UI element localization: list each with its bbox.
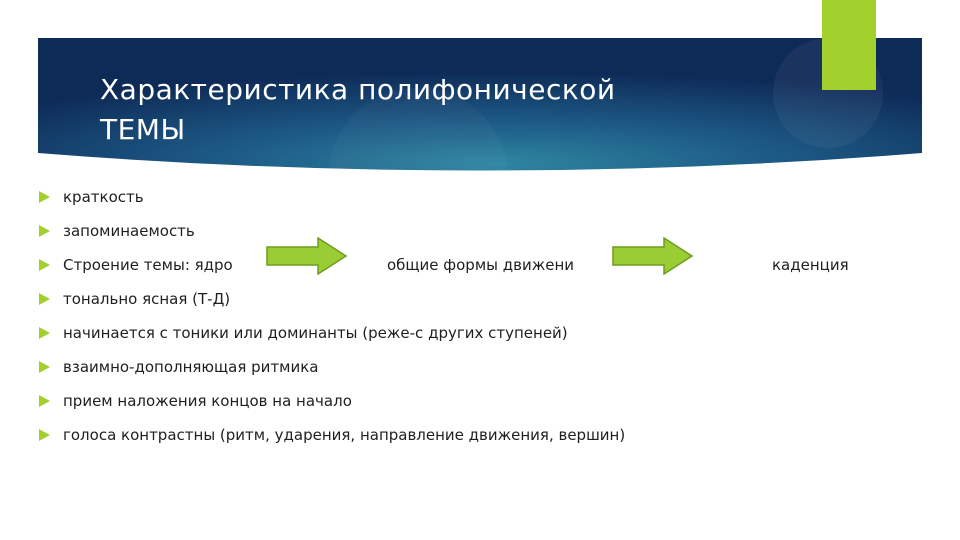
list-item — [38, 350, 918, 384]
bullet-text: краткость — [63, 188, 144, 206]
bullet-list — [38, 180, 918, 452]
triangle-bullet-icon — [39, 293, 50, 305]
bullet-text: прием наложения концов на начало — [63, 392, 352, 410]
slide-title — [100, 70, 800, 150]
theme-structure-label: Строение темы: ядро — [63, 256, 233, 274]
bullet-text: тонально ясная (Т-Д) — [63, 290, 231, 308]
triangle-bullet-icon — [39, 191, 50, 203]
list-item — [38, 282, 918, 316]
cadence-text: каденция — [772, 256, 849, 274]
list-item — [38, 248, 918, 282]
title-line-1: Характеристика полифонической — [100, 73, 616, 106]
list-item — [38, 316, 918, 350]
list-item — [38, 180, 918, 214]
title-line-2: ТЕМЫ — [100, 113, 186, 146]
triangle-bullet-icon — [39, 361, 50, 373]
right-arrow-icon — [266, 237, 348, 275]
triangle-bullet-icon — [39, 259, 50, 271]
accent-bar — [822, 0, 876, 90]
movement-forms-text: общие формы движени — [387, 256, 575, 274]
list-item — [38, 384, 918, 418]
bullet-text: взаимно-дополняющая ритмика — [63, 358, 319, 376]
bullet-text: начинается с тоники или доминанты (реже-с других ступеней) — [63, 324, 568, 342]
triangle-bullet-icon — [39, 395, 50, 407]
bullet-text: запоминаемость — [63, 222, 195, 240]
triangle-bullet-icon — [39, 225, 50, 237]
list-item — [38, 418, 918, 452]
bullet-text: голоса контрастны (ритм, ударения, направление движения, вершин) — [63, 426, 626, 444]
right-arrow-icon — [612, 237, 694, 275]
triangle-bullet-icon — [39, 429, 50, 441]
list-item — [38, 214, 918, 248]
triangle-bullet-icon — [39, 327, 50, 339]
